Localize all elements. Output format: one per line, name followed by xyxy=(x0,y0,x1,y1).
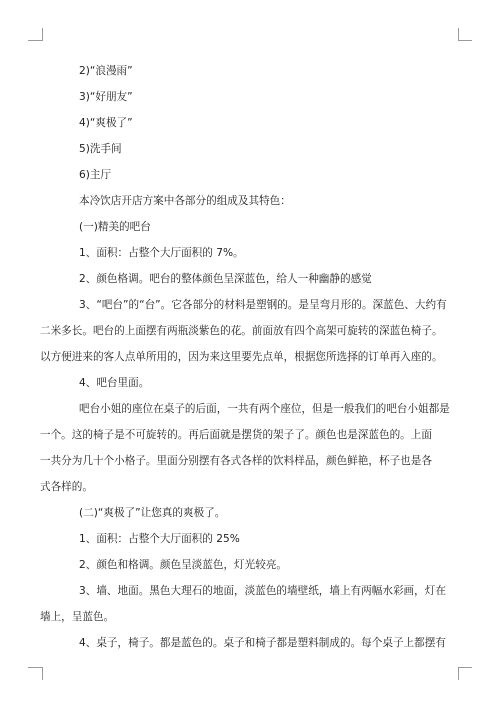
crop-mark-top-right-v xyxy=(458,28,459,41)
bar-counter-line-1: 3、“吧台”的“台”。它各部分的材料是塑钢的。是呈弯月形的。深蓝色、大约有 xyxy=(79,299,447,311)
crop-mark-top-left-v xyxy=(42,28,43,41)
crop-mark-bottom-left-h xyxy=(28,667,42,668)
bar-inside-item: 4、吧台里面。 xyxy=(79,377,150,389)
list-item-main-hall: 6)主厅 xyxy=(79,169,112,181)
bar-color-item: 2、颜色格调。吧台的整体颜色呈深蓝色，给人一种幽静的感觉 xyxy=(79,273,372,285)
section-heading-shuangjile: (二)“爽极了”让您真的爽极了。 xyxy=(79,507,226,519)
crop-mark-bottom-right-v xyxy=(458,667,459,680)
room-furniture-line-1: 4、桌子，椅子。都是蓝色的。桌子和椅子都是塑料制成的。每个桌子上都摆有 xyxy=(79,637,446,649)
room-walls-line-1: 3、墙、地面。黑色大理石的地面，淡蓝色的墙壁纸，墙上有两幅水彩画，灯在 xyxy=(79,585,446,597)
list-item-restroom: 5)洗手间 xyxy=(79,143,122,155)
bar-counter-line-2: 二米多长。吧台的上面摆有两瓶淡紫色的花。前面放有四个高架可旋转的深蓝色椅子。 xyxy=(40,325,443,337)
list-item-shuangjile: 4)“爽极了” xyxy=(79,117,133,129)
bar-inside-line-2: 一个。这的椅子是不可旋转的。再后面就是摆货的架子了。颜色也是深蓝色的。上面 xyxy=(40,429,432,441)
section-heading-bar: (一)精美的吧台 xyxy=(79,221,151,233)
bar-inside-line-4: 式各样的。 xyxy=(40,481,93,493)
crop-mark-top-right-h xyxy=(458,40,472,41)
bar-area-item: 1、面积：占整个大厅面积的 7%。 xyxy=(79,247,244,259)
bar-inside-line-1: 吧台小姐的座位在桌子的后面，一共有两个座位，但是一般我们的吧台小姐都是 xyxy=(79,403,450,415)
bar-inside-line-3: 一共分为几十个小格子。里面分别摆有各式各样的饮料样品，颜色鲜艳，杯子也是各 xyxy=(40,455,432,467)
room-color-item: 2、颜色和格调。颜色呈淡蓝色，灯光较亮。 xyxy=(79,559,288,571)
room-area-item: 1、面积：占整个大厅面积的 25% xyxy=(79,533,240,545)
crop-mark-bottom-left-v xyxy=(42,667,43,680)
crop-mark-top-left-h xyxy=(28,40,42,41)
list-item-langmanyu: 2)“浪漫雨” xyxy=(79,65,133,77)
paragraph-intro: 本冷饮店开店方案中各部分的组成及其特色： xyxy=(79,195,291,207)
crop-mark-bottom-right-h xyxy=(458,667,472,668)
bar-counter-line-3: 以方便进来的客人点单所用的，因为来这里要先点单，根据您所选择的订单再入座的。 xyxy=(40,351,443,363)
list-item-haopengyou: 3)“好朋友” xyxy=(79,91,133,103)
room-walls-line-2: 墙上，呈蓝色。 xyxy=(40,611,115,623)
